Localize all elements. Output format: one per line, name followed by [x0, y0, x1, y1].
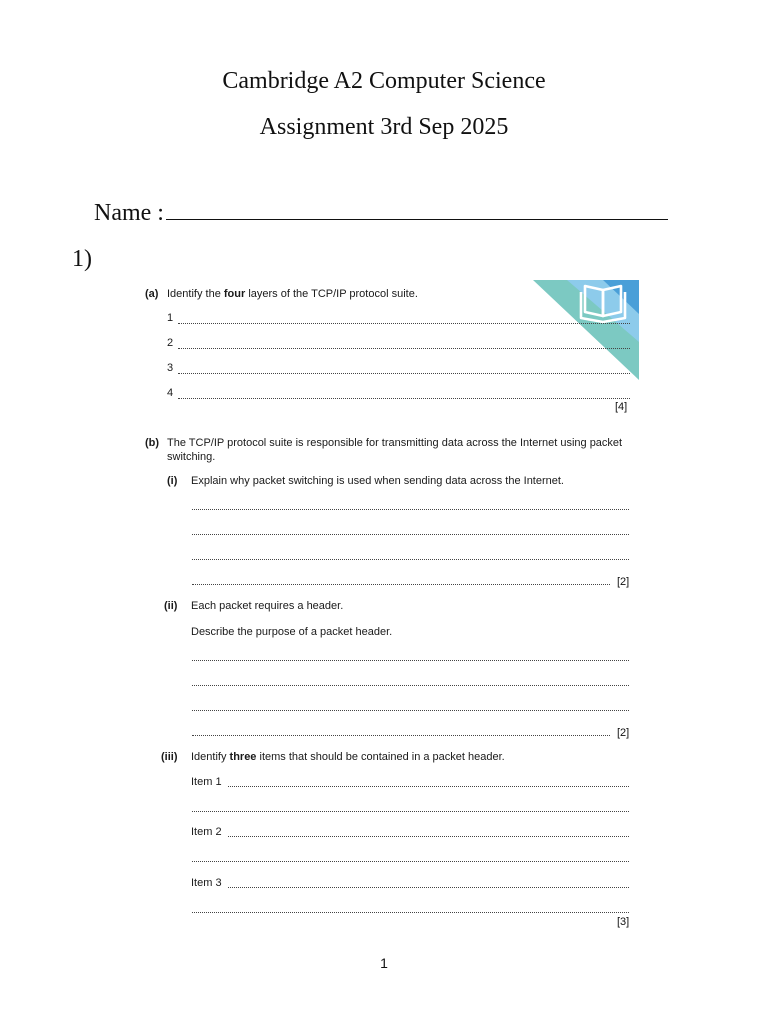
name-blank-line[interactable]	[166, 201, 668, 220]
book-banner	[533, 280, 639, 380]
open-book-icon	[533, 280, 639, 380]
answer-line[interactable]	[192, 685, 629, 686]
part-a-label: (a)	[145, 288, 159, 300]
name-label: Name :	[94, 200, 164, 226]
answer-line[interactable]	[192, 559, 629, 560]
answer-line[interactable]	[192, 534, 629, 535]
part-b-intro-line-1: The TCP/IP protocol suite is responsible for transmitting data across the Internet using packet	[167, 437, 623, 449]
page-number: 1	[380, 955, 388, 971]
marks-label: [3]	[617, 916, 630, 928]
answer-line[interactable]	[178, 373, 630, 374]
part-b-iii-text-1: Identify	[191, 751, 230, 763]
answer-line[interactable]	[192, 861, 629, 862]
part-b-i-label: (i)	[167, 475, 178, 487]
answer-line[interactable]	[192, 584, 610, 585]
answer-line[interactable]	[192, 660, 629, 661]
answer-line[interactable]	[228, 887, 629, 888]
part-b-iii-emphasis: three	[229, 751, 257, 763]
answer-line[interactable]	[228, 836, 629, 837]
answer-line[interactable]	[192, 912, 629, 913]
item-label: Item 1	[191, 776, 222, 788]
part-a-text-2: layers of the TCP/IP protocol suite.	[245, 288, 418, 300]
question-number: 1)	[72, 246, 92, 272]
document-title: Cambridge A2 Computer Science	[222, 68, 546, 94]
item-label: Item 2	[191, 826, 222, 838]
answer-line[interactable]	[178, 398, 630, 399]
part-b-i-question: Explain why packet switching is used when sending data across the Internet.	[191, 475, 564, 487]
part-a-item-number: 1	[167, 312, 174, 324]
part-b-label: (b)	[145, 437, 160, 449]
part-b-iii-text-2: items that should be contained in a packet header.	[256, 751, 505, 763]
part-a-item-number: 3	[167, 362, 174, 374]
part-b-ii-label: (ii)	[164, 600, 178, 612]
assignment-date: Assignment 3rd Sep 2025	[259, 114, 509, 140]
marks-label: [2]	[617, 576, 630, 588]
marks-label: [4]	[615, 401, 628, 413]
item-label: Item 3	[191, 877, 222, 889]
part-b-iii-question	[191, 751, 505, 763]
answer-line[interactable]	[178, 348, 630, 349]
marks-label: [2]	[617, 727, 630, 739]
part-b-ii-statement: Each packet requires a header.	[191, 600, 344, 612]
part-a-emphasis: four	[223, 288, 246, 300]
answer-line[interactable]	[178, 323, 630, 324]
name-field[interactable]	[94, 200, 668, 227]
part-b-ii-question: Describe the purpose of a packet header.	[191, 626, 393, 638]
answer-line[interactable]	[192, 811, 629, 812]
part-a-question	[167, 288, 418, 300]
answer-line[interactable]	[192, 710, 629, 711]
part-b-intro-line-2: switching.	[167, 451, 216, 463]
part-a-text-1: Identify the	[167, 288, 224, 300]
answer-line[interactable]	[228, 786, 629, 787]
answer-line[interactable]	[192, 509, 629, 510]
part-a-item-number: 4	[167, 387, 174, 399]
part-b-iii-label: (iii)	[161, 751, 178, 763]
part-a-item-number: 2	[167, 337, 174, 349]
answer-line[interactable]	[192, 735, 610, 736]
